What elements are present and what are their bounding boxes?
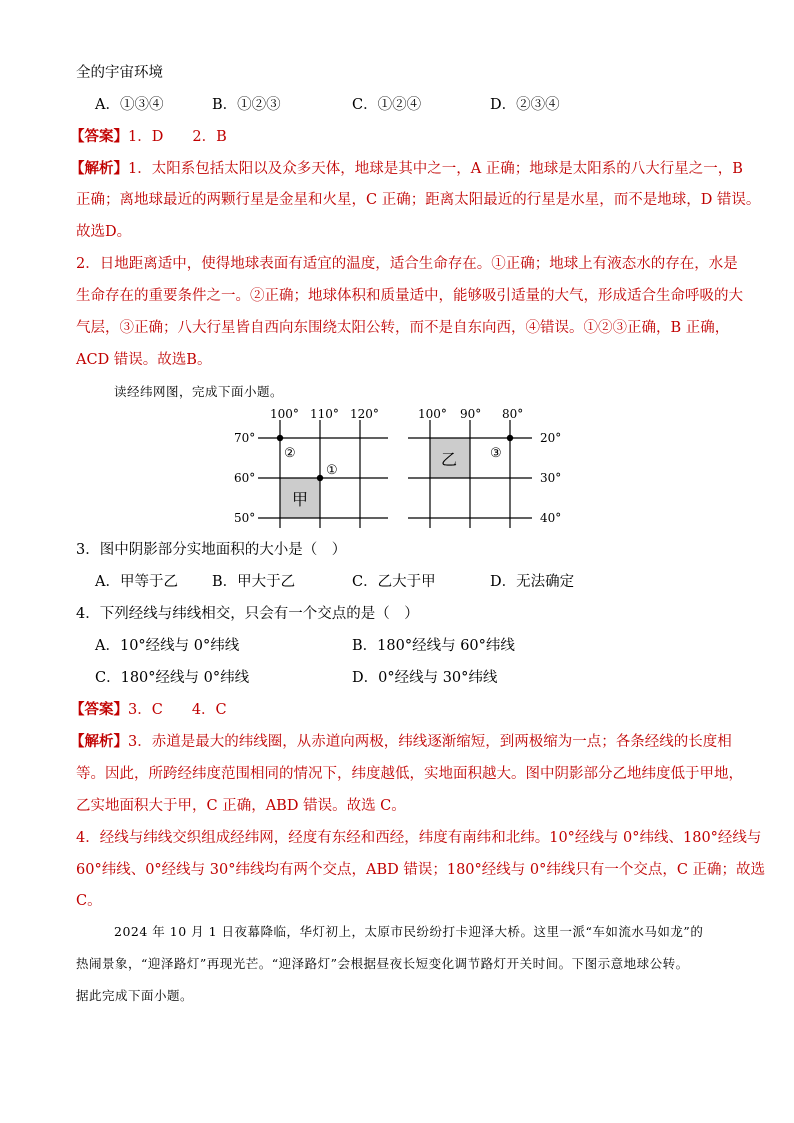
answer-text: 3．C 4．C	[128, 702, 227, 718]
q4-option-c: C．180°经线与 0°纬线	[95, 670, 250, 686]
q3-option-b: B．甲大于乙	[212, 574, 296, 590]
analysis-line	[70, 732, 732, 752]
intro-text: 热闹景象，“迎泽路灯”再现光芒。“迎泽路灯”会根据昼夜长短变化调节路灯开关时间。下图示意地球公转。	[76, 956, 689, 971]
analysis-line: 乙实地面积大于甲，C 正确，ABD 错误。故选 C。	[76, 798, 406, 814]
answer-tag: 【答案】	[70, 128, 128, 145]
analysis-line: 生命存在的重要条件之一。②正确；地球体积和质量适中，能够吸引适量的大气，形成适合生命呼吸的大	[76, 288, 743, 304]
lat-label: 60°	[234, 471, 256, 485]
intro-text: 据此完成下面小题。	[76, 988, 194, 1003]
analysis-line	[70, 159, 743, 179]
answer-block-1	[70, 127, 227, 147]
lon-label: 90°	[460, 407, 482, 421]
q4-stem: 4．下列经线与纬线相交，只会有一个交点的是（ ）	[76, 606, 419, 622]
analysis-line: C。	[76, 893, 102, 909]
analysis-line: 60°纬线、0°经线与 30°纬线均有两个交点，ABD 错误；180°经线与 0°纬线只有一个交点，C 正确；故选	[76, 862, 766, 878]
shaded-label-jia: 甲	[292, 490, 309, 509]
lat-label: 40°	[540, 511, 562, 525]
q2-option-b: B．①②③	[212, 97, 281, 113]
q2-option-d: D．②③④	[490, 97, 560, 113]
q3-option-c: C．乙大于甲	[352, 574, 436, 590]
question-continuation: 全的宇宙环境	[76, 65, 163, 81]
analysis-line: 等。因此，所跨经纬度范围相同的情况下，纬度越低，实地面积越大。图中阴影部分乙地纬度低于甲地，	[76, 766, 743, 782]
right-grid	[408, 407, 561, 528]
q2-option-c: C．①②④	[352, 97, 422, 113]
lon-label: 110°	[310, 407, 339, 421]
lat-label: 70°	[234, 431, 256, 445]
lat-label: 50°	[234, 511, 256, 525]
analysis-line: 正确；离地球最近的两颗行星是金星和火星，C 正确；距离太阳最近的行星是水星，而不是地球，D 错误。	[76, 192, 761, 208]
point-label-1: ①	[326, 463, 338, 478]
answer-tag: 【答案】	[70, 701, 128, 718]
q3-stem: 3．图中阴影部分实地面积的大小是（ ）	[76, 542, 347, 558]
analysis-line: ACD 错误。故选B。	[76, 352, 212, 368]
q4-option-a: A．10°经线与 0°纬线	[95, 638, 240, 654]
intro-text: 2024 年 10 月 1 日夜幕降临，华灯初上，太原市民纷纷打卡迎泽大桥。这里一派“车如流水马如龙”的	[114, 924, 704, 939]
analysis-tag: 【解析】	[70, 733, 128, 750]
left-grid	[234, 407, 388, 528]
lon-label: 100°	[418, 407, 447, 421]
answer-text: 1．D 2．B	[128, 129, 227, 145]
lon-label: 100°	[270, 407, 299, 421]
analysis-line: 气层，③正确；八大行星皆自西向东围绕太阳公转，而不是自东向西，④错误。①②③正确，B 正确，	[76, 320, 730, 336]
point-1-dot	[317, 475, 323, 481]
point-3-dot	[507, 435, 513, 441]
lon-label: 120°	[350, 407, 379, 421]
lat-label: 20°	[540, 431, 562, 445]
lat-label: 30°	[540, 471, 562, 485]
analysis-line: 故选D。	[76, 224, 132, 240]
lon-label: 80°	[502, 407, 524, 421]
shaded-label-yi: 乙	[441, 450, 458, 469]
analysis-text: 3．赤道是最大的纬线圈，从赤道向两极，纬线逐渐缩短，到两极缩为一点；各条经线的长度相	[128, 734, 732, 750]
point-label-3: ③	[490, 446, 502, 461]
point-label-2: ②	[284, 446, 296, 461]
analysis-text: 1．太阳系包括太阳以及众多天体，地球是其中之一，A 正确；地球是太阳系的八大行星之一，B	[128, 161, 743, 177]
intro-text: 读经纬网图，完成下面小题。	[114, 384, 284, 399]
analysis-line: 2．日地距离适中，使得地球表面有适宜的温度，适合生命存在。①正确；地球上有液态水的存在，水是	[76, 256, 738, 272]
point-2-dot	[277, 435, 283, 441]
analysis-line: 4．经线与纬线交织组成经纬网，经度有东经和西经，纬度有南纬和北纬。10°经线与 0°纬线、180°经线与	[76, 830, 762, 846]
analysis-tag: 【解析】	[70, 160, 128, 177]
answer-block-2	[70, 700, 227, 720]
q4-option-b: B．180°经线与 60°纬线	[352, 638, 515, 654]
lat-lon-grid-figure	[225, 400, 575, 530]
q3-option-a: A．甲等于乙	[95, 574, 178, 590]
q4-option-d: D．0°经线与 30°纬线	[352, 670, 498, 686]
q3-option-d: D．无法确定	[490, 574, 575, 590]
q2-option-a: A．①③④	[95, 97, 164, 113]
